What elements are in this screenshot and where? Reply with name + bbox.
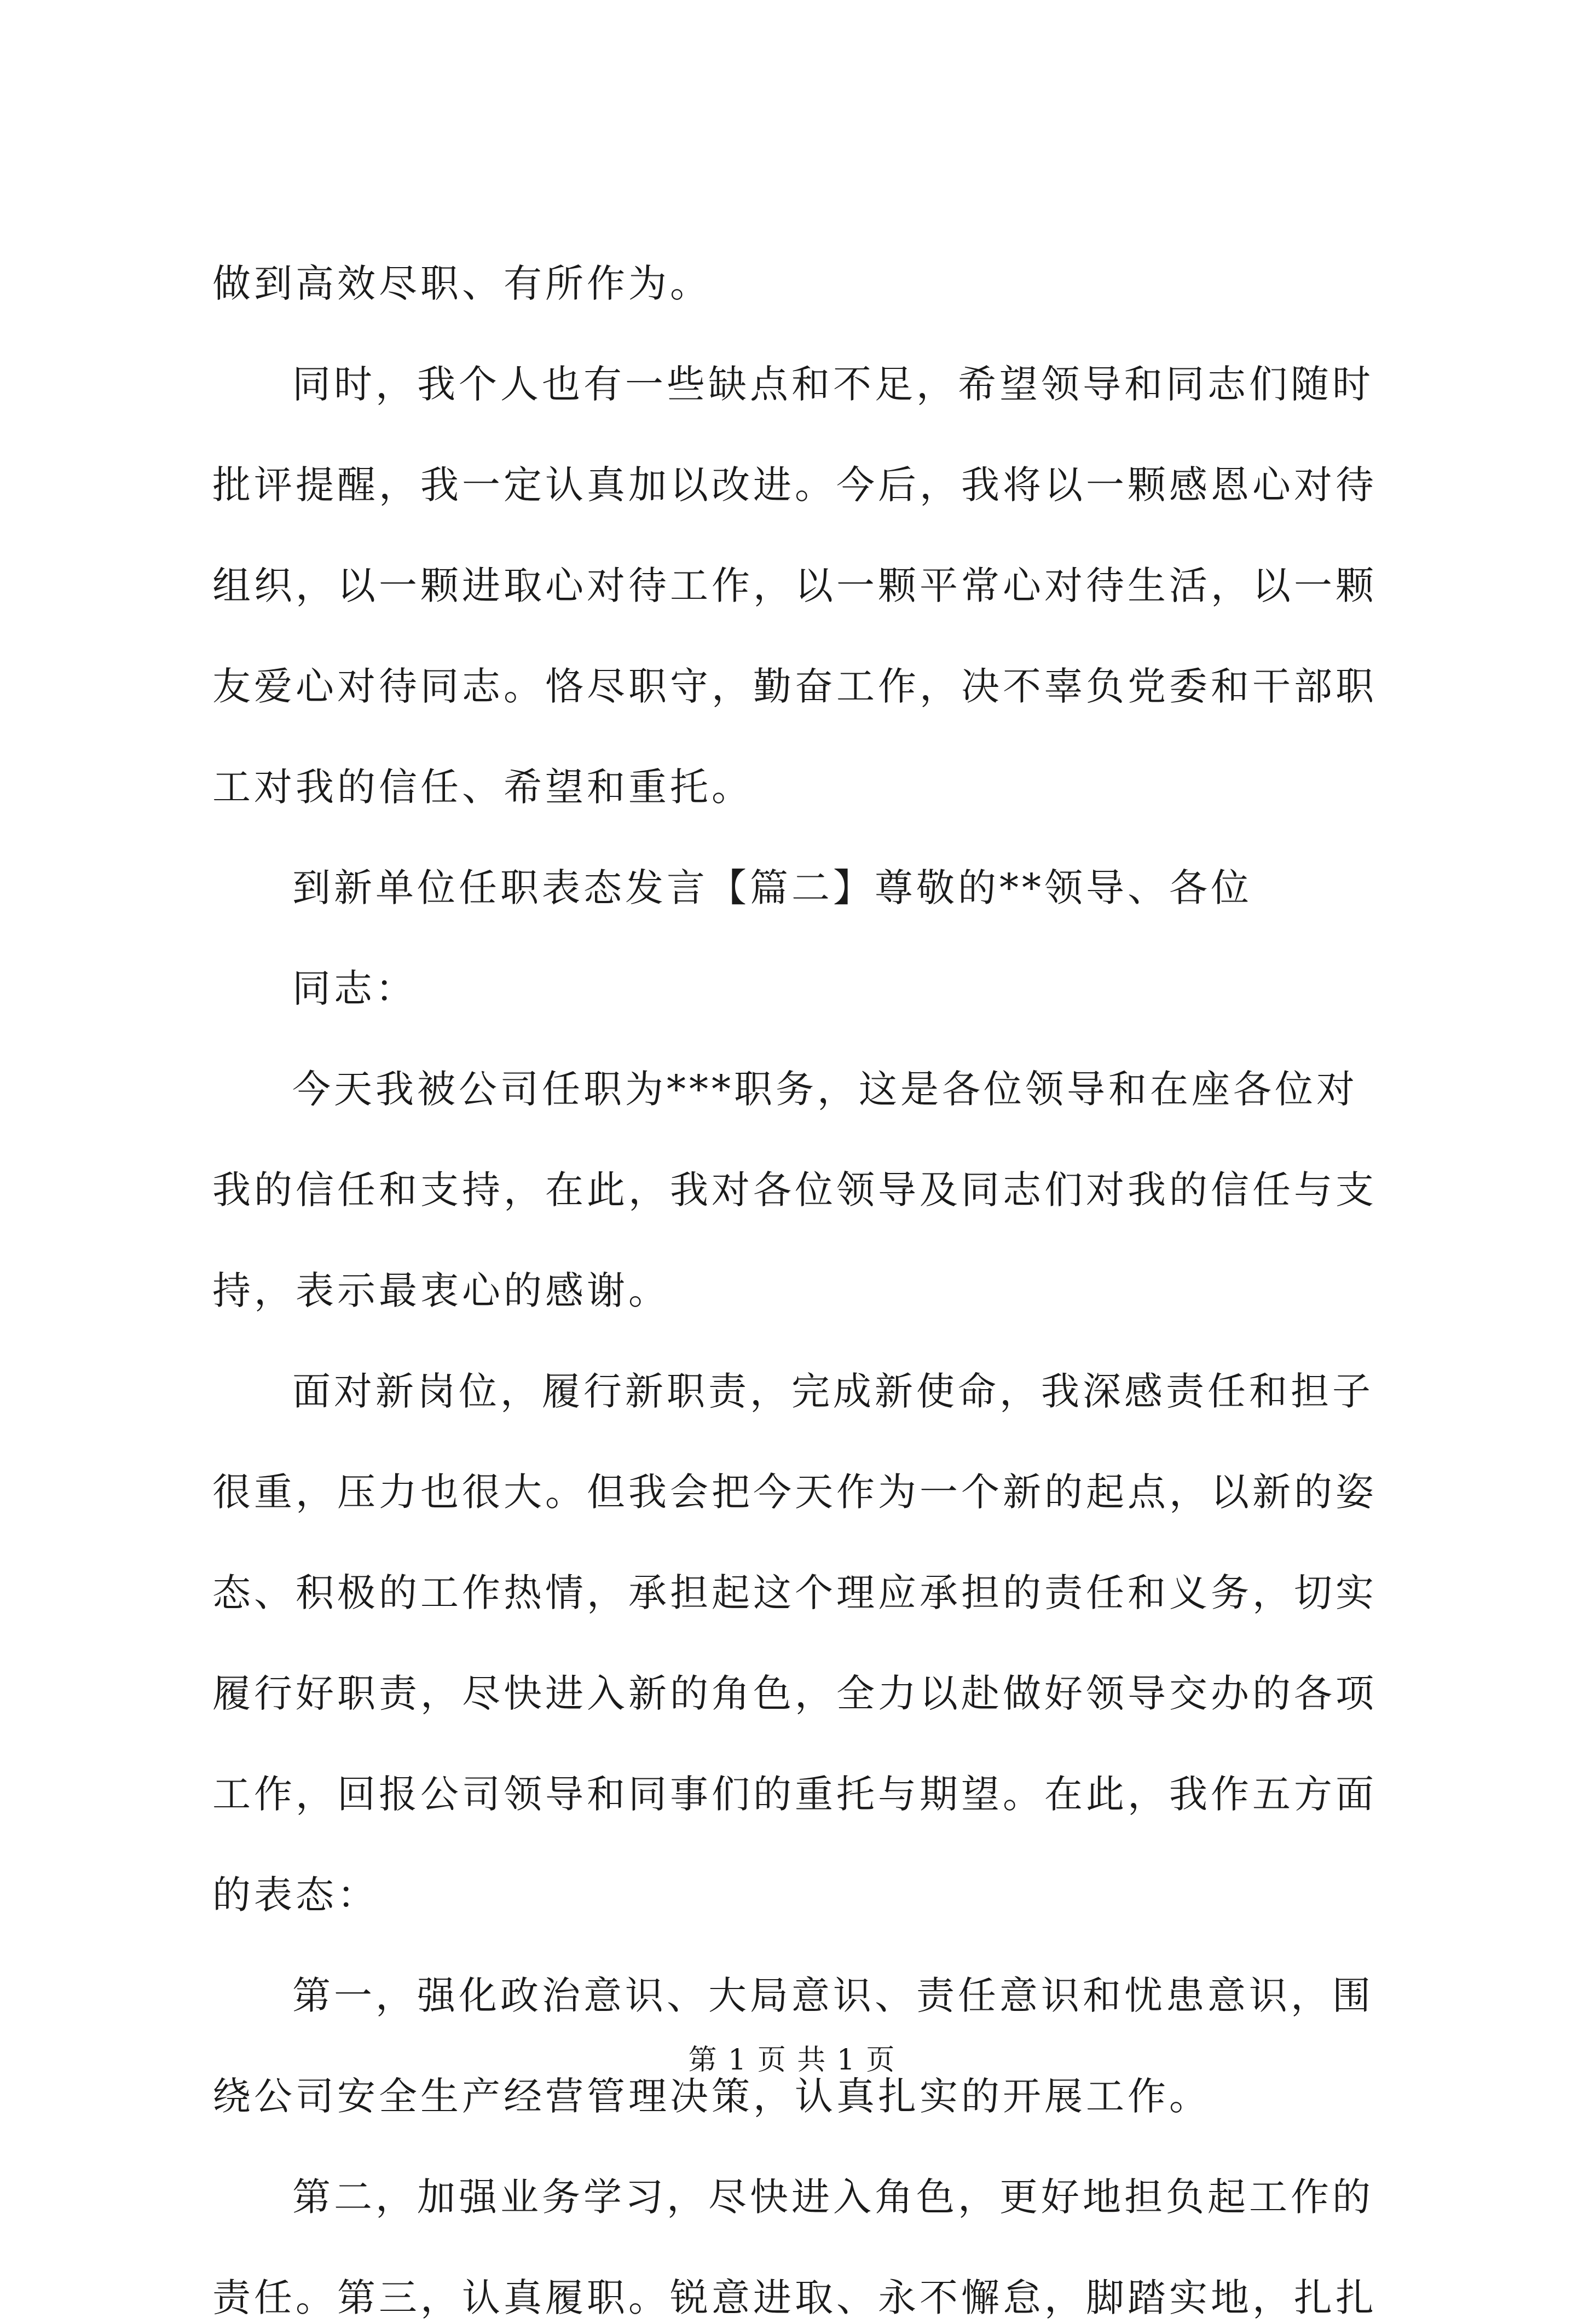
text-line: 做到高效尽职、有所作为。 <box>212 261 712 306</box>
text-line: 第一，强化政治意识、大局意识、责任意识和忧患意识，围 <box>292 1973 1374 2018</box>
salutation: 同志： <box>292 966 417 1011</box>
text-line: 态、积极的工作热情，承担起这个理应承担的责任和义务，切实 <box>212 1570 1377 1615</box>
text-line: 我的信任和支持，在此，我对各位领导及同志们对我的信任与支 <box>212 1167 1377 1212</box>
text-line: 工作，回报公司领导和同事们的重托与期望。在此，我作五方面 <box>212 1772 1377 1817</box>
text-line: 的表态： <box>212 1872 379 1917</box>
text-line: 责任。第三，认真履职。锐意进取、永不懈怠，脚踏实地，扎扎 <box>212 2275 1377 2320</box>
text-line: 第二，加强业务学习，尽快进入角色，更好地担负起工作的 <box>292 2175 1374 2219</box>
text-line: 友爱心对待同志。恪尽职守，勤奋工作，决不辜负党委和干部职 <box>212 664 1377 709</box>
text-line: 绕公司安全生产经营管理决策，认真扎实的开展工作。 <box>212 2074 1211 2119</box>
text-line: 今天我被公司任职为***职务，这是各位领导和在座各位对 <box>292 1067 1358 1112</box>
text-line: 持，表示最衷心的感谢。 <box>212 1268 670 1313</box>
text-line: 批评提醒，我一定认真加以改进。今后，我将以一颗感恩心对待 <box>212 463 1377 507</box>
text-line: 履行好职责，尽快进入新的角色，全力以赴做好领导交办的各项 <box>212 1671 1377 1716</box>
text-line: 很重，压力也很大。但我会把今天作为一个新的起点，以新的姿 <box>212 1470 1377 1514</box>
text-line: 面对新岗位，履行新职责，完成新使命，我深感责任和担子 <box>292 1369 1374 1414</box>
section-heading: 到新单位任职表态发言【篇二】尊敬的**领导、各位 <box>292 865 1252 910</box>
page-footer: 第 1 页 共 1 页 <box>688 2044 896 2077</box>
text-line: 工对我的信任、希望和重托。 <box>212 765 753 810</box>
text-line: 组织，以一颗进取心对待工作，以一颗平常心对待生活，以一颗 <box>212 563 1377 608</box>
text-line: 同时，我个人也有一些缺点和不足，希望领导和同志们随时 <box>292 362 1374 407</box>
